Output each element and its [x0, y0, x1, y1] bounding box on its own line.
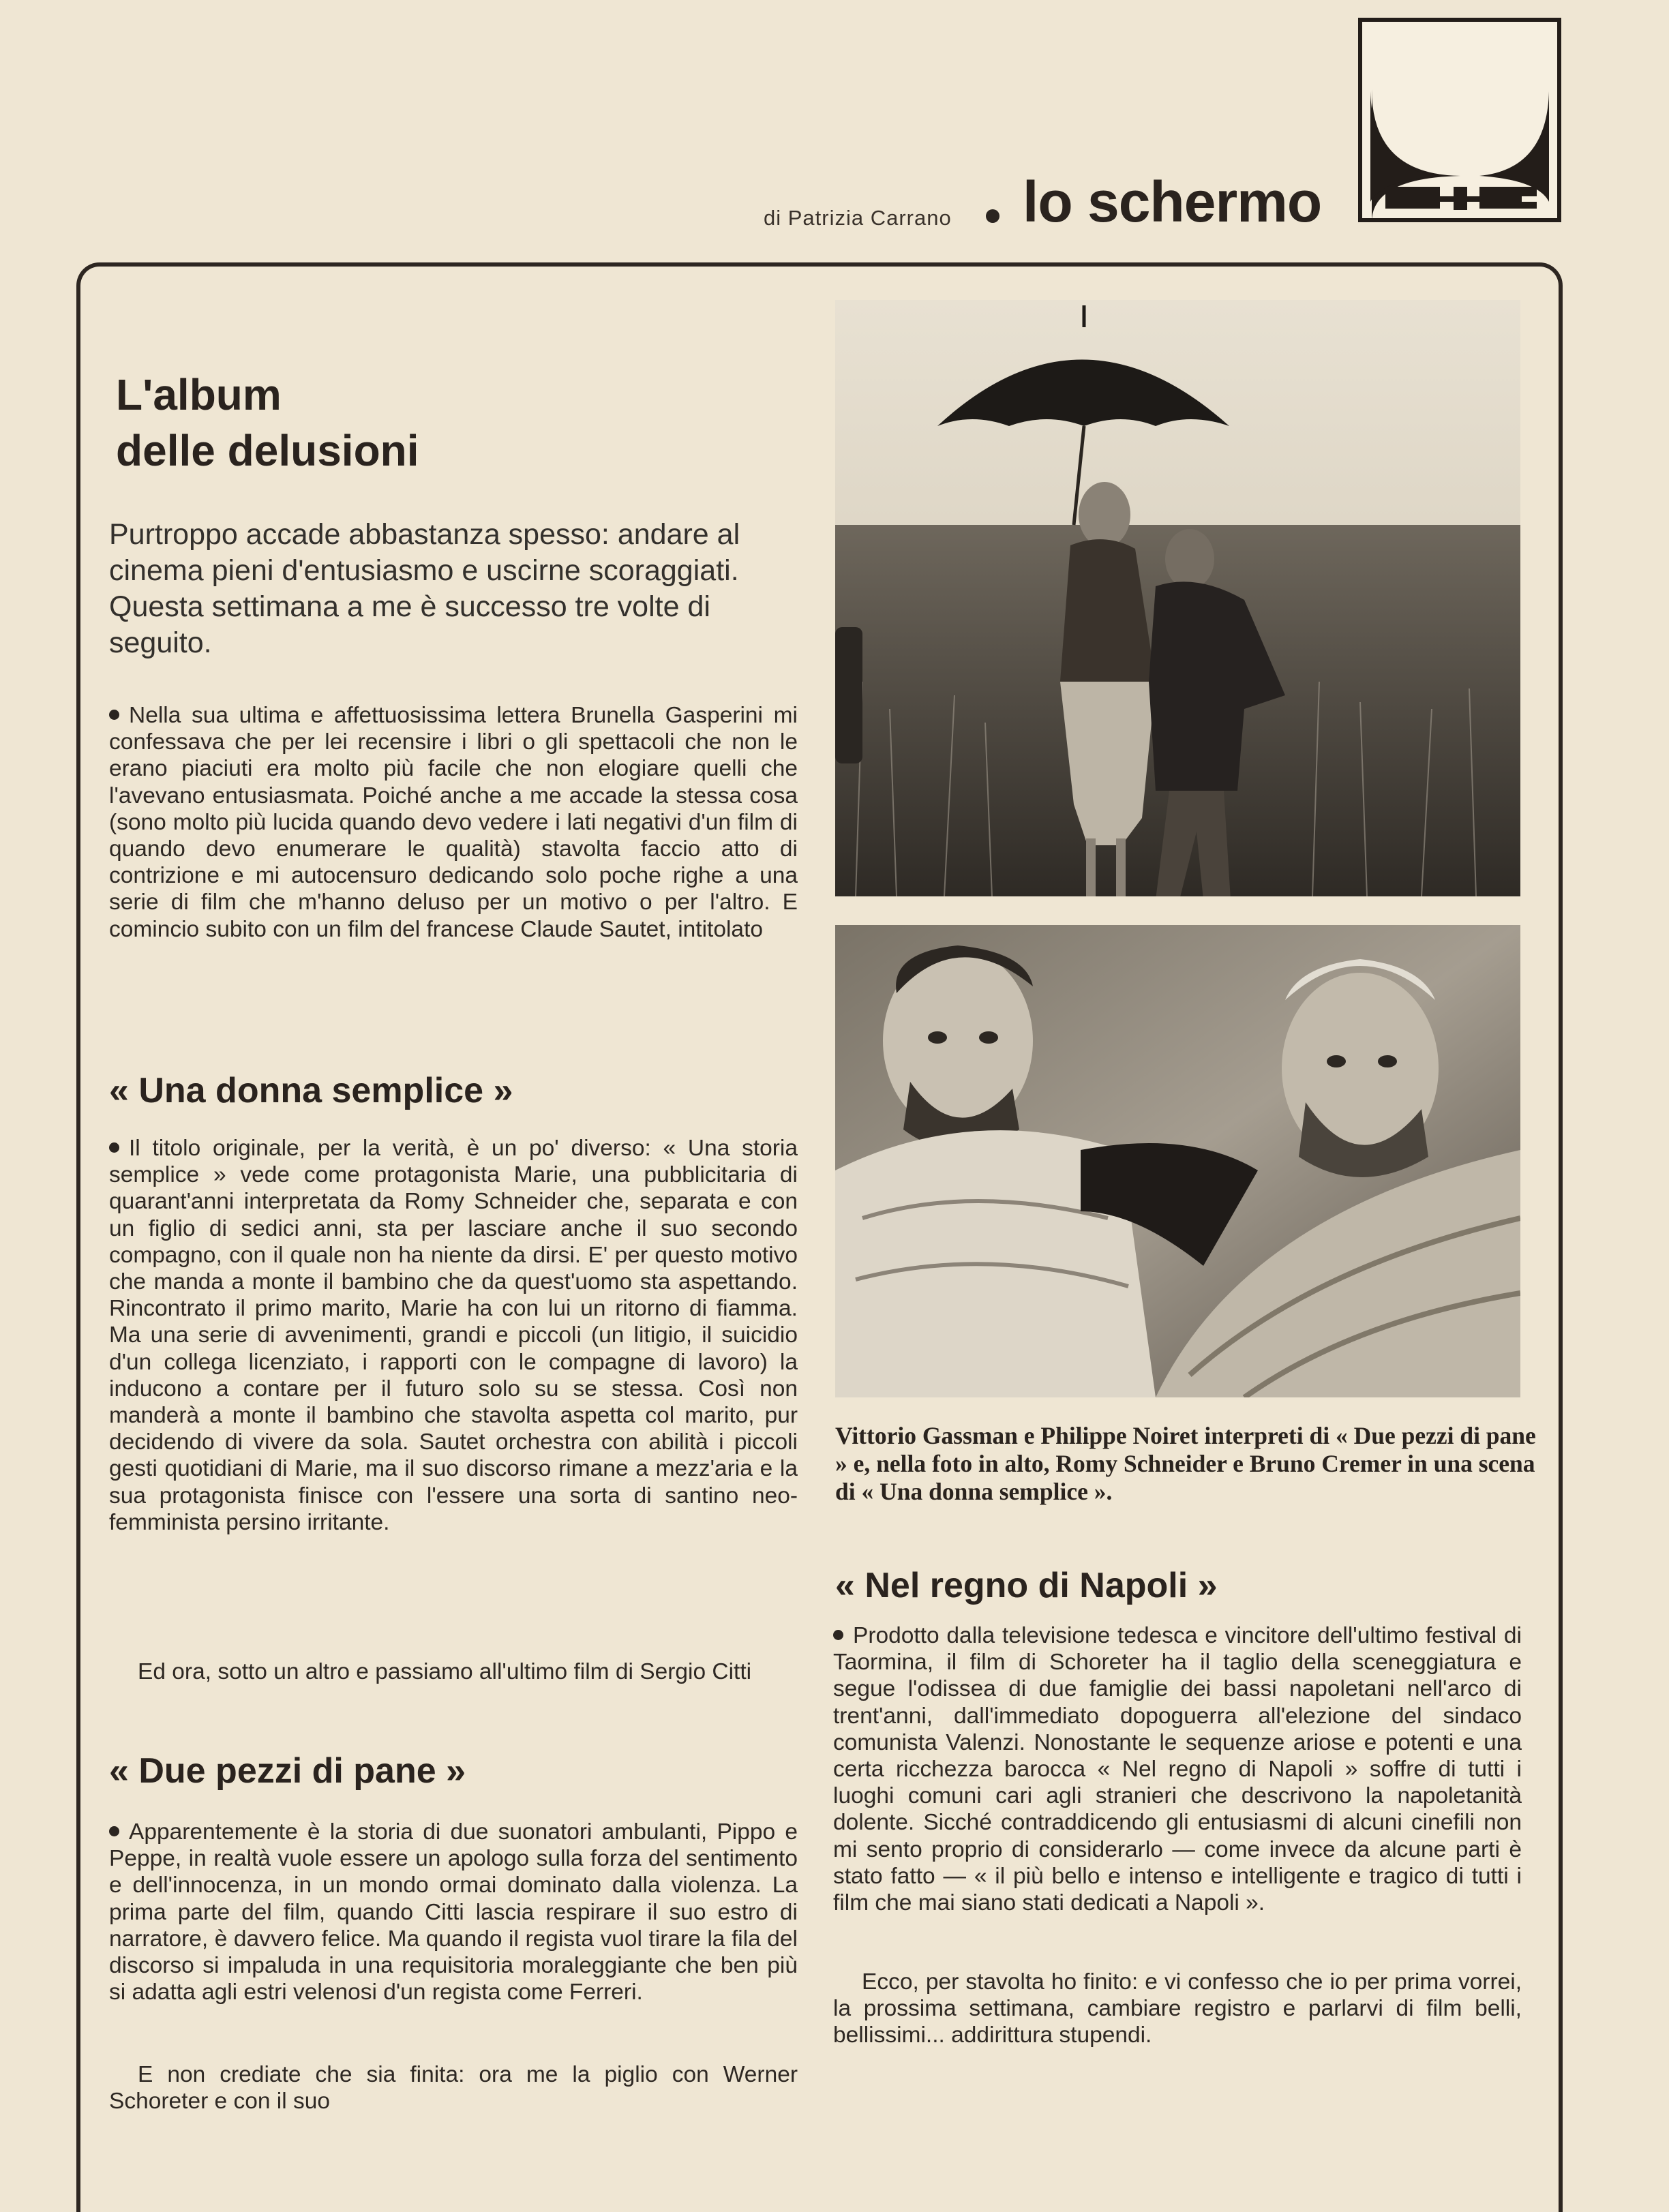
intro-text: Nella sua ultima e affettuosissima lettera Brunella Gasperini mi confessava che per lei recensire i libri o gli spettacoli che non le erano piaciuti era molto più facile che non elogiare quelli che l'avevano entusiasmata. Poiché anche a me accade la stessa cosa (sono molto più lucida quando devo vedere i lati negativi d'un film di quando devo enumerare le qualità) stavolta faccio atto di contrizione e mi autocensuro dedicando solo poche righe a una serie di film che m'hanno deluso per un motivo o per l'altro. E comincio subito con un film del francese Claude Sautet, intitolato	[109, 703, 798, 942]
section1-title: « Una donna semplice »	[109, 1071, 513, 1110]
article-title-line2: delle delusioni	[116, 426, 419, 475]
section2-bridge: E non crediate che sia finita: ora me la piglio con Werner Schoreter e con il suo	[109, 2062, 798, 2115]
byline: di Patrizia Carrano	[764, 206, 952, 230]
bullet-dot-icon	[109, 1826, 119, 1836]
section3-paragraph	[833, 1622, 1522, 1916]
section-title: lo schermo	[1023, 170, 1322, 234]
section1-paragraph	[109, 1135, 798, 1536]
closing-paragraph: Ecco, per stavolta ho finito: e vi confesso che io per prima vorrei, la prossima settimana, cambiare registro e parlarvi di film belli, bellissimi... addirittura stupendi.	[833, 1969, 1522, 2048]
section1-text: Il titolo originale, per la verità, è un po' diverso: « Una storia semplice » vede come protagonista Marie, una pubblicitaria di quarant'anni interpretata da Romy Schneider che, separata e con un figlio di sedici anni, sta per lasciare anche il suo secondo compagno, con il quale non ha niente da dirsi. E' per questo motivo che manda a monte il bambino che da quest'uomo sta aspettando. Rincontrato il primo marito, Marie ha con lui un ritorno di fiamma. Ma una serie di avvenimenti, grandi e piccoli (un litigio, il suicidio d'un collega licenziato, i rapporti con le compagne di lavoro) la inducono a contare per il futuro solo su se stessa. Così non manderà a monte il bambino che stavolta aspetta col marito, pur decidendo di vivere da sola. Sautet orchestra con abilità i piccoli gesti quotidiani di Marie, ma il suo discorso rimane a mezz'aria e la sua protagonista finisce con l'essere una sorta di santino neo-femminista persino irritante.	[109, 1136, 798, 1535]
article-lede: Purtroppo accade abbastanza spesso: andare al cinema pieni d'entusiasmo e uscirne scoraggiati. Questa settimana a me è successo tre volte di seguito.	[109, 518, 740, 659]
article-title-line1: L'album	[116, 370, 282, 419]
section2-text: Apparentemente è la storia di due suonatori ambulanti, Pippo e Peppe, in realtà vuole essere un apologo sulla forza del sentimento e dell'innocenza, in un mondo ormai dominato dalla violenza. La prima parte del film, quando Citti lascia respirare il suo estro di narratore, è davvero felice. Ma quando il regista vuol tirare la fila del discorso si impaluda in una requisitoria moraleggiante che ben più si adatta agli estri velenosi d'un regista come Ferreri.	[109, 1819, 798, 2005]
photo-caption: Vittorio Gassman e Philippe Noiret interpreti di « Due pezzi di pane » e, nella foto in alto, Romy Schneider e Bruno Cremer in una scena di « Una donna semplice ».	[835, 1422, 1536, 1505]
photo-two-men	[835, 925, 1520, 1397]
section1-bridge: Ed ora, sotto un altro e passiamo all'ultimo film di Sergio Citti	[138, 1659, 752, 1684]
bullet-dot-icon	[833, 1630, 843, 1640]
screen-logo-icon	[1358, 18, 1561, 222]
section2-title: « Due pezzi di pane »	[109, 1751, 466, 1791]
bullet-dot-icon	[109, 1142, 119, 1153]
photo-umbrella-scene	[835, 300, 1520, 896]
bullet-dot-icon	[986, 209, 999, 223]
intro-paragraph	[109, 702, 798, 943]
bullet-dot-icon	[109, 710, 119, 720]
section2-paragraph	[109, 1819, 798, 2005]
section3-title: « Nel regno di Napoli »	[835, 1566, 1218, 1605]
section3-text: Prodotto dalla televisione tedesca e vincitore dell'ultimo festival di Taormina, il film di Schoreter ha il taglio della sceneggiatura e segue l'odissea di due famiglie dei bassi napoletani nell'arco di trent'anni, dall'immediato dopoguerra all'elezione del sindaco comunista Valenzi. Nonostante le sequenze ariose e potenti e una certa ricchezza barocca « Nel regno di Napoli » soffre di tutti i luoghi comuni cari agli stranieri che descrivono la napoletanità dolente. Sicché contraddicendo gli entusiasmi di alcuni cinefili non mi sento proprio di considerarlo — come invece da alcune parti è stato fatto — « il più bello e intenso e intelligente e tragico di tutti i film che mai siano stati dedicati a Napoli ».	[833, 1623, 1522, 1916]
